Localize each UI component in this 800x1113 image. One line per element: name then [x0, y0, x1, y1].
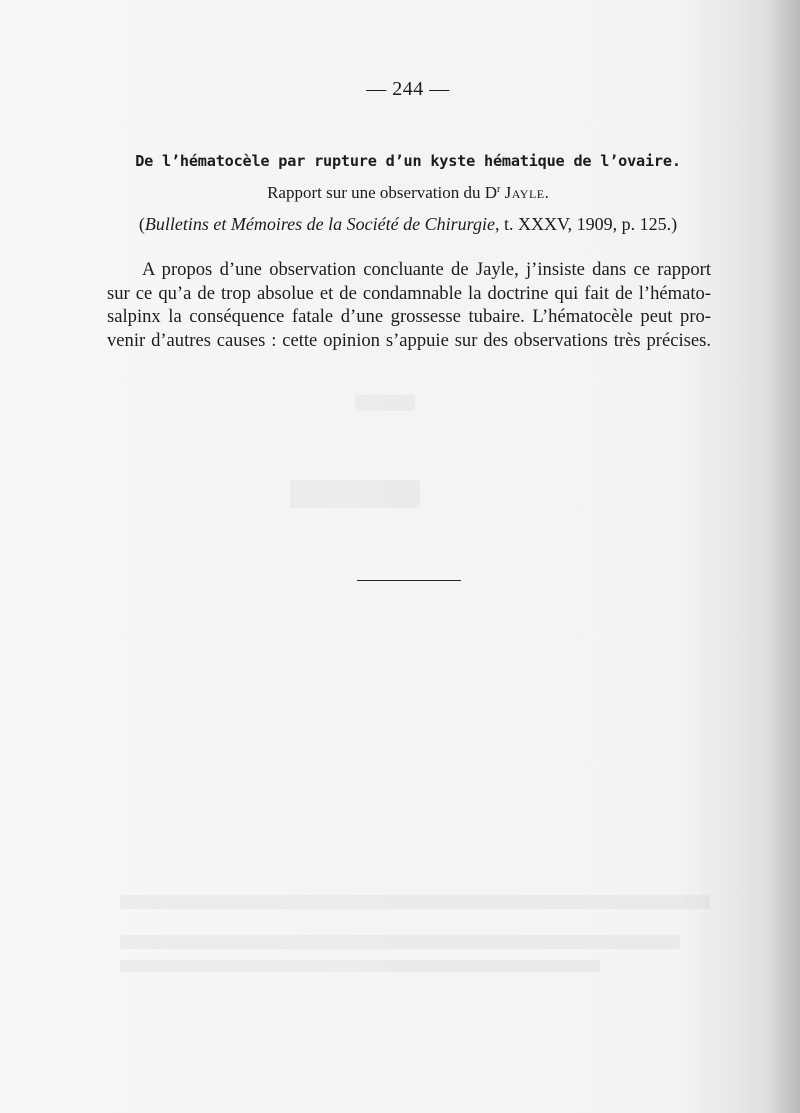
bleed-through-mark [120, 960, 600, 972]
body-line: sur ce qu’a de trop absolue et de condamnable la doctrine qui fait de l’hémato- [107, 282, 711, 304]
citation-reference [0, 214, 800, 235]
body-line: A propos d’une observation concluante de Jayle, j’insiste dans ce rapport [142, 259, 711, 280]
subtitle-prefix: Rapport sur une observation du D [267, 183, 498, 202]
body-line: venir d’autres causes : cette opinion s’appuie sur des observations très précises. [107, 330, 711, 352]
citation-journal: Bulletins et Mémoires de la Société de Chirurgie [144, 214, 495, 234]
citation-details: , t. XXXV, 1909, p. 125.) [494, 214, 678, 234]
bleed-through-mark [290, 480, 420, 508]
subtitle-suffix: . [544, 183, 549, 202]
citation-open: ( [138, 214, 145, 234]
bleed-through-mark [355, 395, 415, 411]
body-line: salpinx la conséquence fatale d’une grossesse tubaire. L’hématocèle peut pro- [107, 306, 711, 328]
body-paragraph [107, 258, 711, 353]
article-title: De l’hématocèle par rupture d’un kyste hématique de l’ovaire. [135, 152, 681, 170]
bleed-through-mark [120, 895, 710, 909]
bleed-through-mark [120, 935, 680, 949]
subtitle-author: Jayle [504, 183, 545, 202]
article-subtitle [0, 183, 800, 203]
subtitle-superscript: r [497, 184, 501, 195]
section-separator-rule [357, 580, 461, 581]
page-number: — 244 — [366, 78, 450, 100]
